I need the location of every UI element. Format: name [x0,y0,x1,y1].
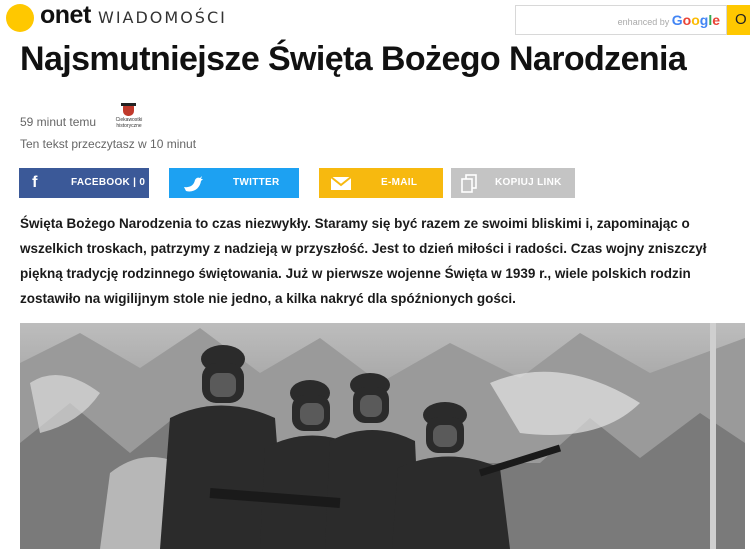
facebook-icon: f [32,174,38,191]
share-email-label: E-MAIL [381,177,418,188]
top-bar [0,0,750,38]
publish-time: 59 minut temu [20,115,97,129]
headline-container [0,38,750,88]
share-facebook-label: FACEBOOK | 0 [71,177,146,188]
reading-time: Ten tekst przeczytasz w 10 minut [20,137,197,151]
share-twitter-label: TWITTER [233,177,280,188]
search-brand [618,12,720,28]
share-email-button[interactable] [319,168,443,198]
page-title: Najsmutniejsze Święta Bożego Narodzenia [20,40,687,78]
section-name[interactable]: WIADOMOŚCI [98,8,227,27]
source-logo[interactable] [114,104,144,132]
search-icon: O [735,11,747,28]
copy-icon [453,168,485,198]
source-logo-text: Ciekawostki historyczne [115,117,143,129]
copy-link-label: KOPIUJ LINK [495,177,562,188]
mail-icon [325,168,357,198]
onet-logo-icon[interactable] [6,4,34,32]
onet-logo[interactable]: onet [40,1,91,29]
twitter-icon [177,168,209,198]
share-twitter-button[interactable] [169,168,299,198]
search-button[interactable] [727,5,750,35]
copy-link-button[interactable] [451,168,575,198]
share-facebook-button[interactable] [19,168,149,198]
photo-illustration [20,323,745,549]
urn-cap [121,103,136,106]
search-input[interactable] [515,5,727,35]
search-brand-prefix: enhanced by [617,17,670,27]
google-logo: Google [671,12,720,28]
article-photo[interactable] [20,323,745,549]
article-lead: Święta Bożego Narodzenia to czas niezwykły. Staramy się być razem ze swoimi bliskimi i, zapominając o wszelkich troskach, patrzymy z nadzieją w przyszłość. Jest to dzień miłości i radości. Czas wojny zniszczył piękną tradycję rodzinnego świętowania. Już w pierwsze wojenne Święta w 1939 r., wiele polskich rodzin zostawiło na wigilijnym stole nie jedno, a kilka nakryć dla spóźnionych gości. [20,216,707,306]
